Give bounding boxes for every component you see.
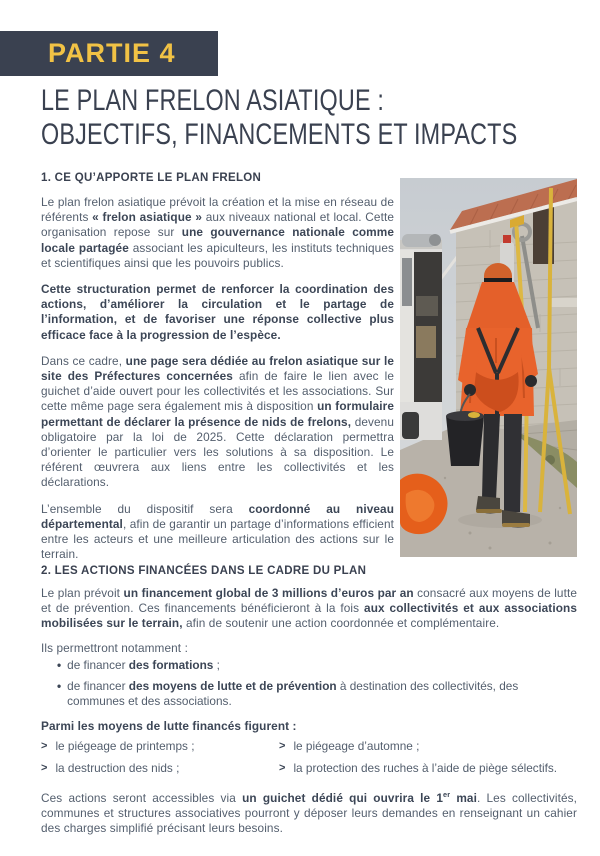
photo-van <box>400 234 442 440</box>
page-title <box>41 84 600 152</box>
part-banner <box>0 31 218 76</box>
means-list <box>41 739 577 776</box>
section-1-paragraph-1: Le plan frelon asiatique prévoit la création et la mise en réseau de référents « frelon asiatique » aux niveaux national et local. Cette organisation repose sur une gouvernance nationale comme locale partagée associant les apiculteurs, les instituts techniques et scientifiques ainsi que les pouvoirs publics. <box>41 195 395 270</box>
means-list-intro: Parmi les moyens de lutte financés figurent : <box>41 718 297 733</box>
list-item-text: le piégeage d’automne ; <box>293 739 420 754</box>
list-item-text: la protection des ruches à l’aide de piège sélectifs. <box>293 761 558 776</box>
bullet-icon: • <box>57 678 62 693</box>
list-item <box>279 761 577 776</box>
list-item <box>41 739 279 754</box>
list-item <box>279 739 577 754</box>
list-item <box>57 679 577 709</box>
financing-list <box>57 658 577 709</box>
chevron-icon: > <box>279 740 286 753</box>
field-photo-illustration <box>400 178 577 557</box>
list-item-text: la destruction des nids ; <box>55 761 180 776</box>
chevron-icon: > <box>41 740 48 753</box>
page-title-line1: LE PLAN FRELON ASIATIQUE : <box>41 84 385 117</box>
section-2 <box>41 565 577 846</box>
section-2-closing: Ces actions seront accessibles via un guichet dédié qui ouvrira le 1er mai. Les collectivités, communes et structures associatives pourront y déposer leurs demandes en renseignant un cahier des charges simplifié précisant leurs besoins. <box>41 790 578 836</box>
financing-list-intro: Ils permettront notamment : <box>41 640 188 655</box>
field-photo <box>400 178 577 557</box>
section-1-heading: 1. CE QU’APPORTE LE PLAN FRELON <box>41 172 262 184</box>
section-1-paragraph-3: Dans ce cadre, une page sera dédiée au frelon asiatique sur le site des Préfectures concernées afin de faire le lien avec le guichet d’aide ouvert pour les collectivités et les associations. Sur cette même page sera également mis à disposition un formulaire permettant de déclarer la présence de nids de frelons, devenu obligatoire par la loi de 2025. Cette déclaration permettra d’orienter le particulier vers les solutions à sa disposition. Le référent œuvrera aux liens entre les collectivités et les déclarations. <box>41 353 394 490</box>
bullet-icon: • <box>57 657 62 672</box>
section-1-paragraph-2: Cette structuration permet de renforcer la coordination des actions, d’améliorer la circulation et le partage de l’information, et de favoriser une réponse collective plus efficace face à la progression de l’espèce. <box>41 282 394 342</box>
photo-bucket <box>446 416 484 466</box>
section-1-paragraph-4: L’ensemble du dispositif sera coordonné au niveau départemental, afin de garantir un partage d’informations efficient entre les acteurs et une meilleure articulation des actions sur le terrain. <box>41 501 395 562</box>
chevron-icon: > <box>279 762 286 775</box>
list-item-text: le piégeage de printemps ; <box>55 739 195 754</box>
section-2-intro: Le plan prévoit un financement global de 3 millions d’euros par an consacré aux moyens de lutte et de prévention. Ces financements bénéficieront à la fois aux collectivités et aux associations mobilisées sur le terrain, afin de soutenir une action coordonnée et complémentaire. <box>41 586 577 631</box>
section-2-heading: 2. LES ACTIONS FINANCÉES DANS LE CADRE DU PLAN <box>41 565 367 577</box>
list-item-text: de financer des formations ; <box>67 657 220 672</box>
list-item-text: de financer des moyens de lutte et de prévention à destination des collectivités, des communes et des associations. <box>67 678 519 708</box>
list-item <box>57 658 577 673</box>
page-title-line2: OBJECTIFS, FINANCEMENTS ET IMPACTS <box>41 118 518 151</box>
part-label: PARTIE 4 <box>48 38 176 68</box>
list-item <box>41 761 279 776</box>
chevron-icon: > <box>41 762 48 775</box>
section-1 <box>41 172 394 573</box>
